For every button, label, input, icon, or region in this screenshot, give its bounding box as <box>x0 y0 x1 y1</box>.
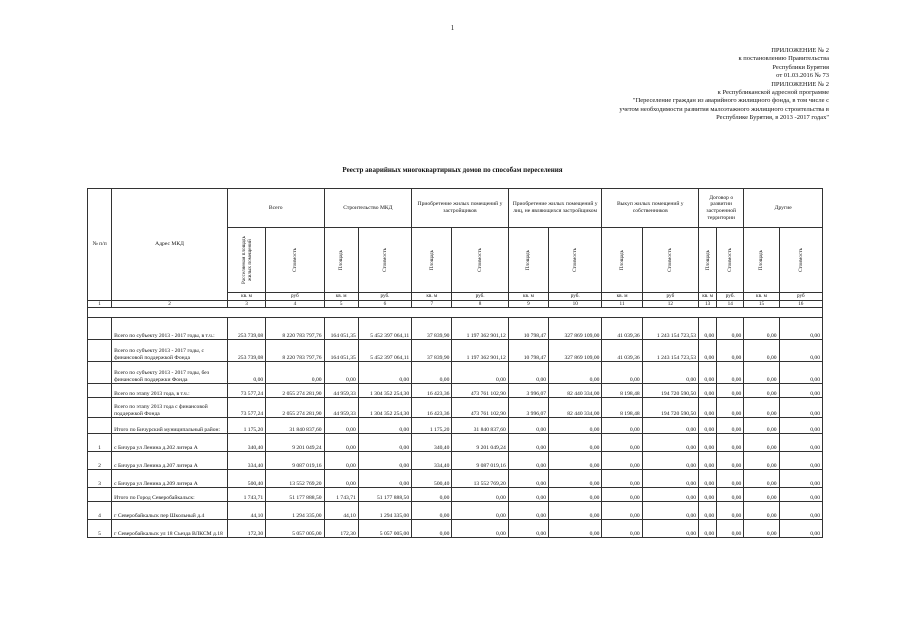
row-label: Всего по этапу 2013 года, в т.ч.: <box>112 384 228 398</box>
column-number: 6 <box>358 300 411 308</box>
value-cell: 73 577,24 <box>227 384 265 398</box>
column-number: 2 <box>112 300 228 308</box>
value-cell: 9 087 019,16 <box>266 452 324 470</box>
subheader-area: Площадь <box>412 228 452 293</box>
table-row <box>88 470 823 488</box>
spacer-row <box>88 308 823 318</box>
row-number <box>88 418 112 434</box>
value-cell: 164 051,35 <box>324 318 358 340</box>
value-cell: 0,00 <box>412 502 452 520</box>
column-number: 10 <box>549 300 602 308</box>
value-cell: 51 177 888,50 <box>266 488 324 502</box>
column-number: 9 <box>508 300 548 308</box>
value-cell: 82 440 334,00 <box>549 398 602 418</box>
unit-cell: руб <box>266 293 324 301</box>
value-cell: 0,00 <box>717 418 744 434</box>
value-cell: 0,00 <box>779 384 822 398</box>
value-cell: 5 452 397 064,11 <box>358 340 411 362</box>
value-cell: 0,00 <box>779 434 822 452</box>
value-cell: 16 423,36 <box>412 398 452 418</box>
table-row <box>88 340 823 362</box>
value-cell: 82 440 334,00 <box>549 384 602 398</box>
value-cell: 1 294 335,00 <box>358 502 411 520</box>
value-cell: 1 304 352 254,30 <box>358 384 411 398</box>
value-cell: 0,00 <box>549 418 602 434</box>
subheader-cost: Стоимость <box>779 228 822 293</box>
col-address-header: Адрес МКД <box>112 189 228 301</box>
value-cell: 9 201 049,24 <box>452 434 508 452</box>
value-cell: 0,00 <box>508 470 548 488</box>
value-cell: 0,00 <box>358 452 411 470</box>
value-cell: 194 720 590,50 <box>642 384 698 398</box>
unit-cell: руб. <box>358 293 411 301</box>
value-cell: 164 051,35 <box>324 340 358 362</box>
value-cell: 5 057 005,00 <box>358 520 411 538</box>
value-cell: 253 739,08 <box>227 318 265 340</box>
group-header-developers: Приобретение жилых помещений у застройщиков <box>412 189 509 228</box>
value-cell: 41 039,36 <box>602 318 642 340</box>
row-label: Итого по Бичурский муниципальный район: <box>112 418 228 434</box>
value-cell: 0,00 <box>779 502 822 520</box>
value-cell: 0,00 <box>324 470 358 488</box>
value-cell: 0,00 <box>699 470 717 488</box>
value-cell: 0,00 <box>642 470 698 488</box>
subheader-cost: Стоимость <box>549 228 602 293</box>
value-cell: 0,00 <box>699 384 717 398</box>
value-cell: 0,00 <box>744 470 779 488</box>
value-cell: 0,00 <box>717 488 744 502</box>
value-cell: 0,00 <box>744 452 779 470</box>
table-row <box>88 398 823 418</box>
value-cell: 473 761 102,90 <box>452 384 508 398</box>
value-cell: 0,00 <box>642 502 698 520</box>
value-cell: 0,00 <box>549 470 602 488</box>
value-cell: 0,00 <box>779 452 822 470</box>
value-cell: 340,40 <box>412 434 452 452</box>
column-number: 12 <box>642 300 698 308</box>
group-header-territory: Договор о развитии застроенной территории <box>699 189 744 228</box>
value-cell: 0,00 <box>699 520 717 538</box>
value-cell: 0,00 <box>549 502 602 520</box>
value-cell: 1 743,71 <box>324 488 358 502</box>
value-cell: 0,00 <box>642 362 698 384</box>
value-cell: 0,00 <box>779 362 822 384</box>
value-cell: 13 552 769,20 <box>266 470 324 488</box>
value-cell: 0,00 <box>717 452 744 470</box>
value-cell: 0,00 <box>699 362 717 384</box>
value-cell: 0,00 <box>358 362 411 384</box>
registry-table <box>87 188 823 538</box>
value-cell: 1 304 352 254,30 <box>358 398 411 418</box>
row-label: Итого по Город Северобайкальск: <box>112 488 228 502</box>
value-cell: 0,00 <box>744 488 779 502</box>
group-header-buyout: Выкуп жилых помещений у собственников <box>602 189 699 228</box>
row-number: 4 <box>88 502 112 520</box>
value-cell: 0,00 <box>744 520 779 538</box>
value-cell: 0,00 <box>549 434 602 452</box>
value-cell: 0,00 <box>452 362 508 384</box>
value-cell: 0,00 <box>717 340 744 362</box>
header-line: от 01.03.2016 № 73 <box>776 72 829 80</box>
value-cell: 0,00 <box>717 318 744 340</box>
table-row <box>88 362 823 384</box>
col-number-header: № п/п <box>88 189 112 301</box>
value-cell: 500,40 <box>227 470 265 488</box>
row-number: 2 <box>88 452 112 470</box>
header-line: Республики Бурятия <box>772 63 829 71</box>
value-cell: 0,00 <box>642 488 698 502</box>
value-cell: 31 840 837,60 <box>266 418 324 434</box>
header-line: учетом необходимости развития малоэтажного жилищного строительства в <box>619 105 829 113</box>
value-cell: 1 294 335,00 <box>266 502 324 520</box>
value-cell: 0,00 <box>744 434 779 452</box>
row-number: 5 <box>88 520 112 538</box>
value-cell: 0,00 <box>549 520 602 538</box>
value-cell: 334,40 <box>412 452 452 470</box>
row-label: с Бичура ул Ленина д.202 литера А <box>112 434 228 452</box>
value-cell: 0,00 <box>744 362 779 384</box>
value-cell: 0,00 <box>358 418 411 434</box>
value-cell: 0,00 <box>358 470 411 488</box>
value-cell: 8 198,48 <box>602 398 642 418</box>
row-label: Всего по субъекту 2013 - 2017 годы, в т.ч.: <box>112 318 228 340</box>
value-cell: 0,00 <box>324 418 358 434</box>
value-cell: 8 220 783 797,76 <box>266 340 324 362</box>
value-cell: 0,00 <box>508 362 548 384</box>
value-cell: 3 996,07 <box>508 384 548 398</box>
row-number: 1 <box>88 434 112 452</box>
column-number: 8 <box>452 300 508 308</box>
value-cell: 253 739,08 <box>227 340 265 362</box>
document-title: Реестр аварийных многоквартирных домов по способам переселения <box>342 166 563 174</box>
subheader-area: Площадь <box>602 228 642 293</box>
value-cell: 44 959,33 <box>324 398 358 418</box>
value-cell: 172,30 <box>324 520 358 538</box>
value-cell: 0,00 <box>602 362 642 384</box>
header-line: ПРИЛОЖЕНИЕ № 2 <box>771 47 829 54</box>
value-cell: 0,00 <box>744 318 779 340</box>
subheader-area: Площадь <box>508 228 548 293</box>
value-cell: 0,00 <box>324 362 358 384</box>
row-number <box>88 488 112 502</box>
value-cell: 0,00 <box>717 398 744 418</box>
value-cell: 0,00 <box>717 384 744 398</box>
value-cell: 0,00 <box>642 418 698 434</box>
value-cell: 0,00 <box>508 418 548 434</box>
value-cell: 2 055 274 281,90 <box>266 384 324 398</box>
value-cell: 0,00 <box>549 362 602 384</box>
value-cell: 31 840 837,60 <box>452 418 508 434</box>
unit-cell: руб <box>642 293 698 301</box>
column-number: 3 <box>227 300 265 308</box>
value-cell: 0,00 <box>602 418 642 434</box>
unit-cell: руб. <box>549 293 602 301</box>
unit-cell: кв. м <box>324 293 358 301</box>
value-cell: 0,00 <box>412 488 452 502</box>
header-line: "Переселение граждан из аварийного жилищного фонда, в том числе с <box>632 97 829 105</box>
row-number: 3 <box>88 470 112 488</box>
value-cell: 0,00 <box>717 470 744 488</box>
value-cell: 8 198,48 <box>602 384 642 398</box>
value-cell: 0,00 <box>227 362 265 384</box>
row-label: Всего по субъекту 2013 - 2017 годы, без финансовой поддержки Фонда <box>112 362 228 384</box>
value-cell: 0,00 <box>508 502 548 520</box>
subheader-area: Площадь <box>324 228 358 293</box>
value-cell: 0,00 <box>717 520 744 538</box>
value-cell: 0,00 <box>779 520 822 538</box>
value-cell: 0,00 <box>779 488 822 502</box>
value-cell: 1 243 154 723,53 <box>642 318 698 340</box>
value-cell: 473 761 102,90 <box>452 398 508 418</box>
subheader-cost: Стоимость <box>358 228 411 293</box>
table-row <box>88 434 823 452</box>
subheader-cost: Стоимость <box>452 228 508 293</box>
column-number: 5 <box>324 300 358 308</box>
value-cell: 44,10 <box>324 502 358 520</box>
row-number <box>88 362 112 384</box>
unit-cell: кв. м <box>699 293 717 301</box>
value-cell: 0,00 <box>358 434 411 452</box>
value-cell: 0,00 <box>717 434 744 452</box>
unit-cell: руб. <box>452 293 508 301</box>
row-number <box>88 340 112 362</box>
value-cell: 5 057 005,00 <box>266 520 324 538</box>
group-header-other: Другие <box>744 189 823 228</box>
value-cell: 0,00 <box>744 398 779 418</box>
unit-cell: кв. м <box>508 293 548 301</box>
table-row <box>88 318 823 340</box>
value-cell: 0,00 <box>508 488 548 502</box>
value-cell: 0,00 <box>744 384 779 398</box>
appendix-header <box>499 47 829 123</box>
value-cell: 0,00 <box>452 488 508 502</box>
value-cell: 1 197 362 901,12 <box>452 318 508 340</box>
value-cell: 0,00 <box>602 452 642 470</box>
value-cell: 0,00 <box>549 488 602 502</box>
value-cell: 0,00 <box>602 520 642 538</box>
value-cell: 0,00 <box>508 452 548 470</box>
header-line: к постановлению Правительства <box>738 55 829 63</box>
value-cell: 0,00 <box>699 318 717 340</box>
row-label: с Бичура ул Ленина д.207 литера А <box>112 452 228 470</box>
value-cell: 500,40 <box>412 470 452 488</box>
value-cell: 0,00 <box>324 434 358 452</box>
value-cell: 0,00 <box>779 418 822 434</box>
value-cell: 0,00 <box>699 502 717 520</box>
value-cell: 327 869 109,00 <box>549 318 602 340</box>
table-row <box>88 384 823 398</box>
column-number: 11 <box>602 300 642 308</box>
value-cell: 0,00 <box>412 362 452 384</box>
value-cell: 0,00 <box>324 452 358 470</box>
value-cell: 1 197 362 901,12 <box>452 340 508 362</box>
header-line: к Республиканской адресной программе <box>717 89 829 97</box>
value-cell: 3 996,07 <box>508 398 548 418</box>
value-cell: 37 839,90 <box>412 340 452 362</box>
row-number <box>88 398 112 418</box>
subheader-cost: Стоимость <box>717 228 744 293</box>
value-cell: 0,00 <box>779 398 822 418</box>
value-cell: 13 552 769,20 <box>452 470 508 488</box>
value-cell: 1 175,20 <box>227 418 265 434</box>
table-row <box>88 418 823 434</box>
value-cell: 16 423,36 <box>412 384 452 398</box>
value-cell: 1 243 154 723,53 <box>642 340 698 362</box>
value-cell: 0,00 <box>699 340 717 362</box>
value-cell: 2 055 274 281,90 <box>266 398 324 418</box>
value-cell: 41 039,36 <box>602 340 642 362</box>
row-label: г Северобайкальск пер Школьный д.4 <box>112 502 228 520</box>
column-number: 7 <box>412 300 452 308</box>
value-cell: 9 201 049,24 <box>266 434 324 452</box>
value-cell: 9 087 019,16 <box>452 452 508 470</box>
row-label: с Бичура ул Ленина д.209 литера А <box>112 470 228 488</box>
value-cell: 0,00 <box>602 488 642 502</box>
value-cell: 0,00 <box>699 488 717 502</box>
table-row <box>88 488 823 502</box>
value-cell: 0,00 <box>699 434 717 452</box>
column-number: 1 <box>88 300 112 308</box>
value-cell: 194 720 590,50 <box>642 398 698 418</box>
subheader-area: Площадь <box>744 228 779 293</box>
value-cell: 0,00 <box>699 418 717 434</box>
value-cell: 0,00 <box>744 418 779 434</box>
value-cell: 0,00 <box>266 362 324 384</box>
group-header-total: Всего <box>227 189 324 228</box>
value-cell: 0,00 <box>549 452 602 470</box>
value-cell: 0,00 <box>779 470 822 488</box>
unit-cell: руб. <box>717 293 744 301</box>
table-row <box>88 520 823 538</box>
unit-cell: кв. м <box>227 293 265 301</box>
value-cell: 8 220 783 797,76 <box>266 318 324 340</box>
subheader-cost: Стоимость <box>266 228 324 293</box>
group-header-non-developers: Приобретение жилых помещений у лиц, не являющихся застройщиком <box>508 189 602 228</box>
value-cell: 5 452 397 064,11 <box>358 318 411 340</box>
column-number: 14 <box>717 300 744 308</box>
value-cell: 37 839,90 <box>412 318 452 340</box>
table-row <box>88 502 823 520</box>
value-cell: 0,00 <box>508 434 548 452</box>
value-cell: 0,00 <box>717 362 744 384</box>
value-cell: 1 175,20 <box>412 418 452 434</box>
value-cell: 0,00 <box>744 340 779 362</box>
subheader-area-total: Расселяемая площадь жилых помещений <box>227 228 265 293</box>
value-cell: 44,10 <box>227 502 265 520</box>
value-cell: 1 743,71 <box>227 488 265 502</box>
value-cell: 0,00 <box>452 520 508 538</box>
value-cell: 0,00 <box>779 340 822 362</box>
registry-body <box>88 318 823 538</box>
row-number <box>88 318 112 340</box>
column-number: 13 <box>699 300 717 308</box>
row-label: Всего по этапу 2013 года с финансовой поддержкой Фонда <box>112 398 228 418</box>
row-number <box>88 384 112 398</box>
unit-cell: кв. м <box>412 293 452 301</box>
row-label: Всего по субъекту 2013 - 2017 годы, с финансовой поддержкой Фонда <box>112 340 228 362</box>
unit-cell: руб <box>779 293 822 301</box>
value-cell: 0,00 <box>452 502 508 520</box>
row-label: г Северобайкальск ул 18 Съезда ВЛКСМ д.18 <box>112 520 228 538</box>
value-cell: 0,00 <box>717 502 744 520</box>
value-cell: 0,00 <box>602 470 642 488</box>
value-cell: 172,30 <box>227 520 265 538</box>
subheader-area: Площадь <box>699 228 717 293</box>
table-row <box>88 452 823 470</box>
unit-cell: кв. м <box>744 293 779 301</box>
value-cell: 0,00 <box>699 398 717 418</box>
subheader-cost: Стоимость <box>642 228 698 293</box>
value-cell: 73 577,24 <box>227 398 265 418</box>
value-cell: 0,00 <box>642 452 698 470</box>
value-cell: 51 177 888,50 <box>358 488 411 502</box>
value-cell: 0,00 <box>642 434 698 452</box>
value-cell: 0,00 <box>508 520 548 538</box>
header-line: ПРИЛОЖЕНИЕ № 2 <box>771 80 829 88</box>
value-cell: 10 798,47 <box>508 340 548 362</box>
value-cell: 340,40 <box>227 434 265 452</box>
column-number: 15 <box>744 300 779 308</box>
page-number: 1 <box>450 24 455 32</box>
value-cell: 0,00 <box>602 434 642 452</box>
value-cell: 0,00 <box>699 452 717 470</box>
group-header-construction: Строительство МКД <box>324 189 412 228</box>
value-cell: 10 798,47 <box>508 318 548 340</box>
column-number: 4 <box>266 300 324 308</box>
value-cell: 0,00 <box>744 502 779 520</box>
value-cell: 0,00 <box>779 318 822 340</box>
unit-cell: кв. м <box>602 293 642 301</box>
value-cell: 44 959,33 <box>324 384 358 398</box>
value-cell: 0,00 <box>642 520 698 538</box>
value-cell: 0,00 <box>602 502 642 520</box>
column-number: 16 <box>779 300 822 308</box>
header-line: Республике Бурятия, в 2013 -2017 годах" <box>716 114 829 122</box>
value-cell: 334,40 <box>227 452 265 470</box>
value-cell: 0,00 <box>412 520 452 538</box>
value-cell: 327 869 109,00 <box>549 340 602 362</box>
